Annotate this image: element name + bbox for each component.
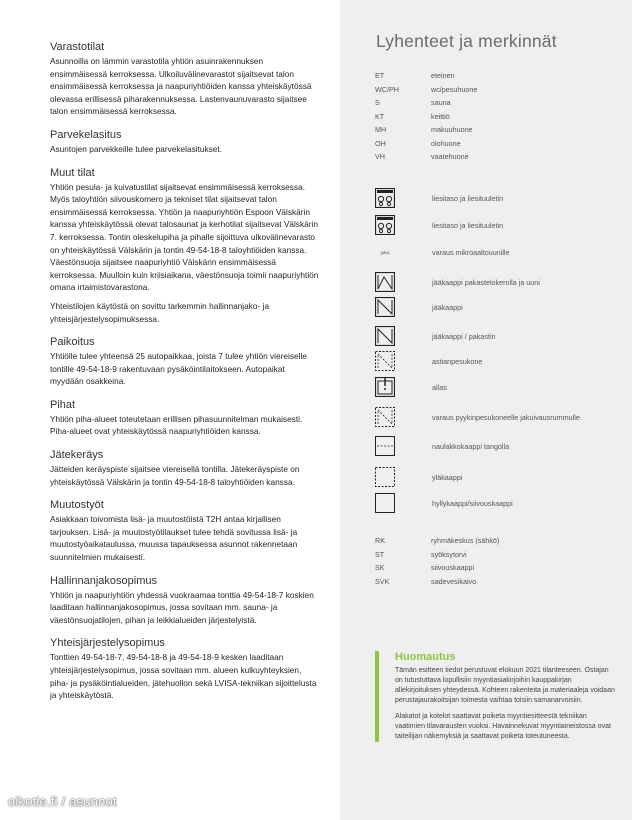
note-title: Huomautus <box>395 651 456 663</box>
section-heading: Muutostyöt <box>50 499 104 512</box>
symbol-row <box>375 467 625 487</box>
abbreviation-description: siivouskaappi <box>431 563 475 573</box>
abbreviation-row <box>375 83 615 97</box>
symbol-label: jääkaappi / pakastin <box>432 331 496 341</box>
abbreviation-code: MH <box>375 125 387 135</box>
section-paragraph: Yhteistilojen käytöstä on sovittu tarkemmin hallinnanjako- ja yhteisjärjestelysopimuksessa. <box>50 300 270 324</box>
legend-title: Lyhenteet ja merkinnät <box>376 31 557 51</box>
abbreviation-description: sauna <box>431 98 451 108</box>
room-abbreviations <box>375 69 615 164</box>
symbol-row <box>375 297 625 317</box>
symbol-row <box>375 407 625 427</box>
symbol-row <box>375 351 625 371</box>
section-paragraph: Jätteiden keräyspiste sijaitsee viereisellä tontilla. Jätekeräyspiste on yhteiskäytössä Välskärin ja tontin 49-54-18-8 taloyhtiöiden kanssa. <box>50 464 300 487</box>
abbreviation-description: ryhmäkeskus (sähkö) <box>431 536 500 546</box>
fridge-freezer-icon <box>375 272 395 292</box>
abbreviation-row <box>375 548 615 562</box>
abbreviation-description: makuuhuone <box>431 125 473 135</box>
abbreviation-code: ET <box>375 71 385 81</box>
symbol-row <box>375 377 625 397</box>
symbol-row <box>375 326 625 346</box>
abbreviation-description: eteinen <box>431 71 455 81</box>
section <box>50 574 320 627</box>
section <box>50 448 320 488</box>
abbreviation-description: wc/pesuhuone <box>431 84 478 94</box>
abbreviation-code: ST <box>375 549 385 559</box>
section-paragraph: Tonttien 49-54-18-7, 49-54-18-8 ja 49-54-18-9 kesken laaditaan yhteisjärjestelysopimus, jossa sovitaan mm. alueen kulkuyhteyksien, piha- ja pysäköintialueiden, jätehuollon sekä LVISA-tekniikan sijoittelusta ja yhteiskäytöstä. <box>50 652 317 701</box>
section-heading: Pihat <box>50 398 76 411</box>
section-heading: Yhteisjärjestelysopimus <box>50 637 165 650</box>
legend-panel <box>340 0 632 820</box>
shelf-cabinet-icon <box>375 493 395 513</box>
symbol-label: jääkaappi <box>432 302 463 312</box>
abbreviation-row <box>375 137 615 151</box>
section-heading: Muut tilat <box>50 166 95 179</box>
section-heading: Jätekeräys <box>50 449 104 462</box>
section <box>50 128 320 156</box>
abbreviation-row <box>375 69 615 83</box>
abbreviation-code: OH <box>375 138 386 148</box>
microwave-icon <box>375 242 395 262</box>
section <box>50 40 320 118</box>
section <box>50 398 320 438</box>
abbreviation-code: RK <box>375 536 385 546</box>
symbol-row <box>375 215 625 235</box>
section-paragraph: Yhtiölle tulee yhteensä 25 autopaikkaa, joista 7 tulee yhtiön viereiselle tontille 49-54-18-9 rakentuvaan pysäköintilaitokseen. Autopaikat myydään osakkeina. <box>50 351 307 387</box>
note-paragraph: Alakatot ja kotelot saattavat poiketa myyntiesitteestä tekniikan vaatimien tilavarausten vuoksi. Havainnekuvat myyntiaineistossa ovat taiteilijan näkemyksiä ja saattavat poiketa toteutuneesta. <box>395 713 611 740</box>
abbreviation-row <box>375 575 615 589</box>
sink-icon <box>375 377 395 397</box>
fridge-freezer-combo-icon <box>375 326 395 346</box>
symbol-row <box>375 242 625 262</box>
section-paragraph: Asunnoilla on lämmin varastotila yhtiön asuinrakennuksen ensimmäisessä kerroksessa. Ulkoiluvälinevarastot sijaitsevat talon ensimmäisessä kerroksessa ja naapuriyhtiöiden kanssa yhteiskäytössä olevassa erillisessä piharakennuksessa. Lastenvaunuvarasto sijaitsee talon ensimmäisessä kerroksessa. <box>50 56 312 117</box>
abbreviation-code: S <box>375 98 380 108</box>
symbol-label: hyllykaappi/siivouskaappi <box>432 498 513 508</box>
symbol-label: jääkaappi pakastelokerolla ja uuni <box>432 277 540 287</box>
section <box>50 166 320 326</box>
symbol-row <box>375 436 625 456</box>
abbreviation-code: KT <box>375 111 385 121</box>
washer-icon <box>375 407 395 427</box>
abbreviation-code: SVK <box>375 576 390 586</box>
section-paragraph: Yhtiön piha-alueet toteutetaan erillisen pihasuunnitelman mukaisesti. Piha-alueet ovat yhteiskäytössä naapuriyhtiöiden kanssa. <box>50 413 303 437</box>
abbreviation-description: syöksytorvi <box>431 549 467 559</box>
abbreviation-row <box>375 110 615 124</box>
symbol-label: astianpesukone <box>432 356 483 366</box>
section <box>50 335 320 388</box>
abbreviation-description: keittiö <box>431 111 450 121</box>
symbol-label: allas <box>432 382 447 392</box>
note-box <box>375 651 615 742</box>
abbreviation-row <box>375 561 615 575</box>
symbol-label: varaus pyykinpesukoneelle jakuivausrummulle <box>432 412 580 422</box>
abbreviation-row <box>375 150 615 164</box>
symbol-label: varaus mikroaaltouunille <box>432 247 510 257</box>
section-heading: Parvekelasitus <box>50 128 122 141</box>
symbol-label: liesitaso ja liesituuletin <box>432 193 504 203</box>
symbol-row <box>375 493 625 513</box>
section-heading: Paikoitus <box>50 336 95 349</box>
abbreviation-code: WC/PH <box>375 84 399 94</box>
cooktop-icon <box>375 215 395 235</box>
abbreviation-description: olohuone <box>431 138 461 148</box>
abbreviation-row <box>375 534 615 548</box>
abbreviation-description: vaatehuone <box>431 152 469 162</box>
abbreviation-description: sadevesikaivo <box>431 576 477 586</box>
symbol-label: naulakkokaappi tangolla <box>432 441 510 451</box>
dishwasher-icon <box>375 351 395 371</box>
section-paragraph: Yhtiön ja naapuriyhtiön yhdessä vuokraamaa tonttia 49-54-18-7 koskien laaditaan hallinnanjakosopimus, jossa sovitaan mm. sauna- ja väestönsuojatilojen, pihan ja leikkialueiden järjestelyistä. <box>50 589 314 625</box>
left-column <box>50 40 320 712</box>
section <box>50 636 320 701</box>
abbreviation-row <box>375 123 615 137</box>
coat-cabinet-icon <box>375 436 395 456</box>
section-paragraph: Asiakkaan toivomista lisä- ja muutostöistä T2H antaa kirjallisen tarjouksen. Lisä- ja muutostyötilaukset tulee tehdä sovitussa lisä- ja muutostyöaikataulussa, muussa tapauksessa asunnot rakennetaan suunnitelmien mukaisesti. <box>50 514 298 563</box>
technical-abbreviations <box>375 534 615 588</box>
symbol-row <box>375 272 625 292</box>
abbreviation-code: SK <box>375 563 385 573</box>
svg-text:(MU): (MU) <box>380 250 390 255</box>
symbol-row <box>375 188 625 208</box>
watermark: oikotie.fi / asunnot <box>8 794 117 809</box>
section-paragraph: Asuntojen parvekkeille tulee parvekelasitukset. <box>50 143 223 154</box>
fridge-icon <box>375 297 395 317</box>
section-paragraph: Yhtiön pesula- ja kuivatustilat sijaitsevat ensimmäisessä kerroksessa. Myös taloyhtiön siivouskomero ja tekniset tilat sijaitsevat talon ensimmäisessä kerroksessa. Yhtiön ja naapuriyhtiön Espoon Välskärin kanssa yhteiskäytössä olevat talosaunat ja kerhotilat sijaitsevat Välskärin 7. kerroksessa. Tontin oleskelupiha ja pihalle sijoittuva ulkovälinevarasto on yhteiskäytössä Välskärin ja tontin 49-54-18-8 taloyhtiöiden kanssa. Väestönsuoja sijaitsee naapuriyhtiö Välskärin ensimmäisessä kerroksessa. Muulloin kuin kriisiaikana, väestönsuoja toimii naapuriyhtiön omana irtaimistovarastona. <box>50 181 319 293</box>
note-paragraph: Tämän esitteen tiedot perustuvat elokuun 2021 tilanteeseen. Ostajan on tutustuttava lopullisiin myyntiasiakirjoihin kauppakirjan allekirjoituksen yhteydessä. Kohteen rakenteita ja materiaaleja voidaan perustajaurakoitsijan toimesta vaihtaa toisiin samanarvoisiin. <box>395 667 615 704</box>
section-heading: Hallinnanjakosopimus <box>50 574 158 587</box>
symbol-label: liesitaso ja liesituuletin <box>432 220 504 230</box>
stove-oven-icon <box>375 188 395 208</box>
section-heading: Varastotilat <box>50 41 105 53</box>
wall-cabinet-icon <box>375 467 395 487</box>
symbol-label: yläkaappi <box>432 472 463 482</box>
abbreviation-code: VH <box>375 152 385 162</box>
section <box>50 498 320 563</box>
abbreviation-row <box>375 96 615 110</box>
